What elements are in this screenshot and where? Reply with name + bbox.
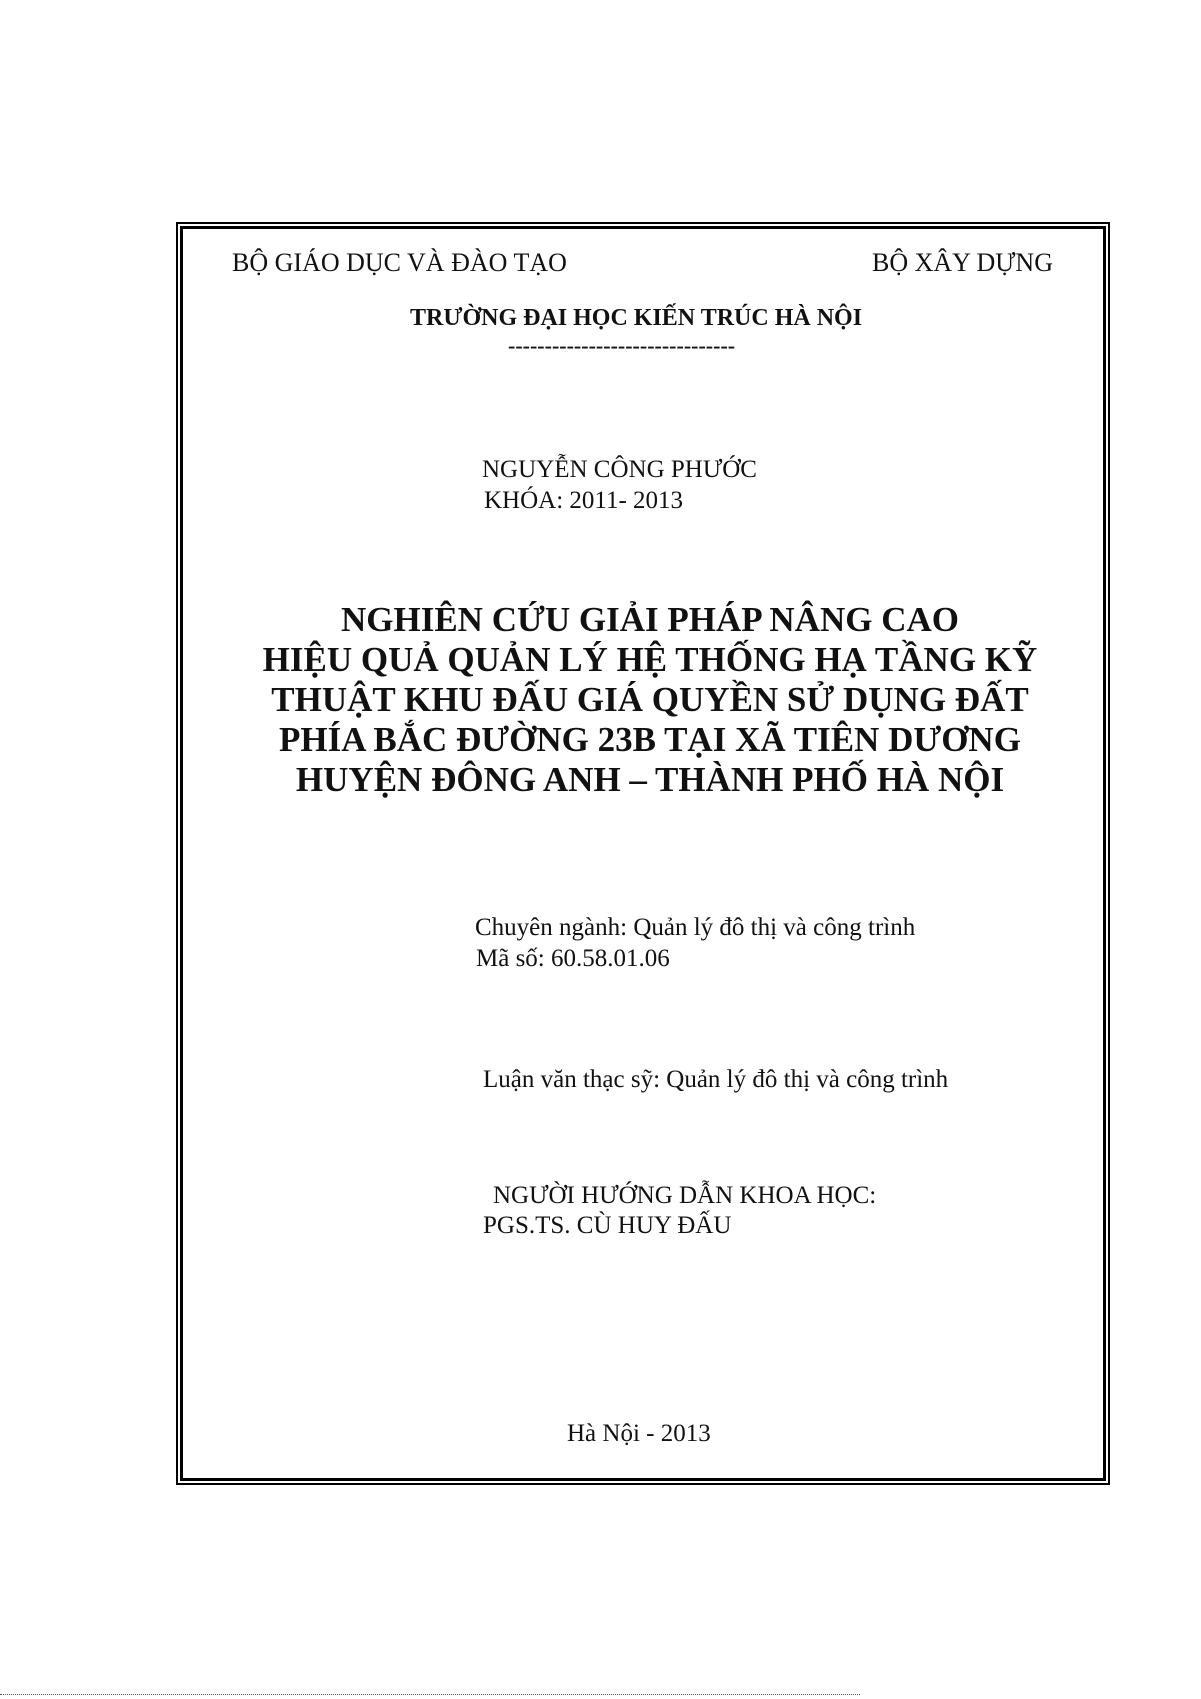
major-code: Mã số: 60.58.01.06 — [476, 945, 670, 972]
page-edge-divider — [0, 1694, 860, 1696]
title-line: NGHIÊN CỨU GIẢI PHÁP NÂNG CAO — [340, 600, 960, 639]
title-line: PHÍA BẮC ĐƯỜNG 23B TẠI XÃ TIÊN DƯƠNG — [279, 720, 1021, 759]
advisor-name: PGS.TS. CÙ HUY ĐẤU — [483, 1212, 732, 1239]
header-divider: ------------------------------- — [508, 333, 736, 358]
title-line: HIỆU QUẢ QUẢN LÝ HỆ THỐNG HẠ TẦNG KỸ — [262, 640, 1038, 679]
title-line: THUẬT KHU ĐẤU GIÁ QUYỀN SỬ DỤNG ĐẤT — [271, 680, 1029, 719]
thesis-title — [190, 600, 1110, 800]
place-year: Hà Nội - 2013 — [567, 1420, 711, 1447]
cover-border — [180, 226, 1106, 1481]
title-line: HUYỆN ĐÔNG ANH – THÀNH PHỐ HÀ NỘI — [295, 760, 1005, 799]
course-years: KHÓA: 2011- 2013 — [484, 487, 684, 514]
ministry-education: BỘ GIÁO DỤC VÀ ĐÀO TẠO — [232, 248, 567, 277]
ministry-construction: BỘ XÂY DỰNG — [872, 248, 1053, 277]
university-name: TRƯỜNG ĐẠI HỌC KIẾN TRÚC HÀ NỘI — [410, 305, 863, 331]
advisor-label: NGƯỜI HƯỚNG DẪN KHOA HỌC: — [493, 1182, 877, 1209]
major-line: Chuyên ngành: Quản lý đô thị và công trình — [475, 914, 916, 941]
author-name: NGUYỄN CÔNG PHƯỚC — [482, 456, 757, 483]
thesis-type: Luận văn thạc sỹ: Quản lý đô thị và công trình — [483, 1066, 949, 1093]
